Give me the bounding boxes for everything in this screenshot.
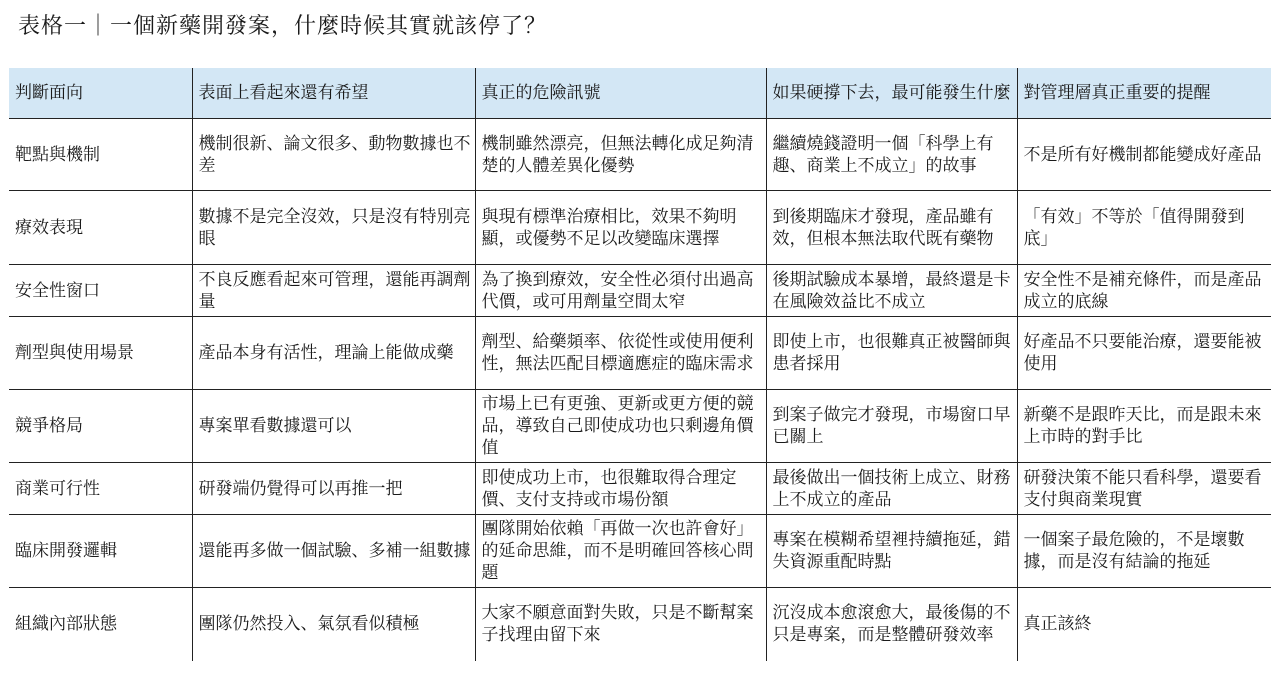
table-cell: 團隊開始依賴「再做一次也許會好」的延命思維，而不是明確回答核心問題	[475, 515, 766, 588]
table-cell: 不良反應看起來可管理，還能再調劑量	[192, 265, 475, 317]
table-row	[9, 265, 1271, 317]
row-label: 競爭格局	[9, 390, 192, 463]
table-row	[9, 317, 1271, 390]
table-cell: 為了換到療效，安全性必須付出過高代價，或可用劑量空間太窄	[475, 265, 766, 317]
table-cell: 不是所有好機制都能變成好產品	[1017, 119, 1271, 191]
table-cell: 市場上已有更強、更新或更方便的競品，導致自己即使成功也只剩邊角價值	[475, 390, 766, 463]
table-cell: 新藥不是跟昨天比，而是跟未來上市時的對手比	[1017, 390, 1271, 463]
row-label: 組織內部狀態	[15, 614, 117, 635]
table-cell: 好產品不只要能治療，還要能被使用	[1017, 317, 1271, 390]
table-cell: 安全性不是補充條件，而是產品成立的底線	[1017, 265, 1271, 317]
table-cell: 「有效」不等於「值得開發到底」	[1017, 191, 1271, 265]
table-cell: 機制雖然漂亮，但無法轉化成足夠清楚的人體差異化優勢	[475, 119, 766, 191]
table-cell: 機制很新、論文很多、動物數據也不差	[192, 119, 475, 191]
table-title: 表格一｜一個新藥開發案，什麼時候其實就該停了？	[18, 14, 548, 39]
table-row	[9, 119, 1271, 191]
header-dimension: 判斷面向	[9, 68, 192, 119]
row-label: 商業可行性	[9, 463, 192, 515]
table-cell: 到案子做完才發現，市場窗口早已關上	[766, 390, 1017, 463]
table-cell: 到後期臨床才發現，產品雖有效，但根本無法取代既有藥物	[766, 191, 1017, 265]
table-cell: 最後做出一個技術上成立、財務上不成立的產品	[766, 463, 1017, 515]
table-cell: 與現有標準治療相比，效果不夠明顯，或優勢不足以改變臨床選擇	[475, 191, 766, 265]
table-cell: 真正該終	[1017, 588, 1271, 661]
header-danger-signal: 真正的危險訊號	[475, 68, 766, 119]
header-surface-hope: 表面上看起來還有希望	[192, 68, 475, 119]
table-cell: 即使上市，也很難真正被醫師與患者採用	[766, 317, 1017, 390]
table-cell: 一個案子最危險的，不是壞數據，而是沒有結論的拖延	[1017, 515, 1271, 588]
decision-table	[9, 68, 1271, 661]
table-cell: 研發端仍覺得可以再推一把	[192, 463, 475, 515]
row-label: 臨床開發邏輯	[9, 515, 192, 588]
table-row	[9, 390, 1271, 463]
table-row	[9, 463, 1271, 515]
table-cell: 繼續燒錢證明一個「科學上有趣、商業上不成立」的故事	[766, 119, 1017, 191]
table-cell: 產品本身有活性，理論上能做成藥	[192, 317, 475, 390]
table-cell: 專案單看數據還可以	[192, 390, 475, 463]
table-cell: 沉沒成本愈滾愈大，最後傷的不只是專案，而是整體研發效率	[766, 588, 1017, 661]
table-row	[9, 515, 1271, 588]
table-cell: 數據不是完全沒效，只是沒有特別亮眼	[192, 191, 475, 265]
table-cell: 後期試驗成本暴增，最終還是卡在風險效益比不成立	[766, 265, 1017, 317]
table-cell: 大家不願意面對失敗，只是不斷幫案子找理由留下來	[475, 588, 766, 661]
table-cell: 即使成功上市，也很難取得合理定價、支付支持或市場份額	[475, 463, 766, 515]
table-cell: 研發決策不能只看科學，還要看支付與商業現實	[1017, 463, 1271, 515]
table-cell: 劑型、給藥頻率、依從性或使用便利性，無法匹配目標適應症的臨床需求	[475, 317, 766, 390]
row-label: 安全性窗口	[9, 265, 192, 317]
header-management-reminder: 對管理層真正重要的提醒	[1017, 68, 1271, 119]
header-likely-outcome: 如果硬撐下去，最可能發生什麼	[766, 68, 1017, 119]
row-label: 劑型與使用場景	[9, 317, 192, 390]
row-label: 療效表現	[9, 191, 192, 265]
table-cell: 還能再多做一個試驗、多補一組數據	[192, 515, 475, 588]
table-header-row	[9, 68, 1271, 119]
table-cell: 專案在模糊希望裡持續拖延，錯失資源重配時點	[766, 515, 1017, 588]
table-row	[9, 191, 1271, 265]
table-row	[9, 588, 1271, 661]
table-cell: 團隊仍然投入、氣氛看似積極	[192, 588, 475, 661]
row-label: 靶點與機制	[9, 119, 192, 191]
